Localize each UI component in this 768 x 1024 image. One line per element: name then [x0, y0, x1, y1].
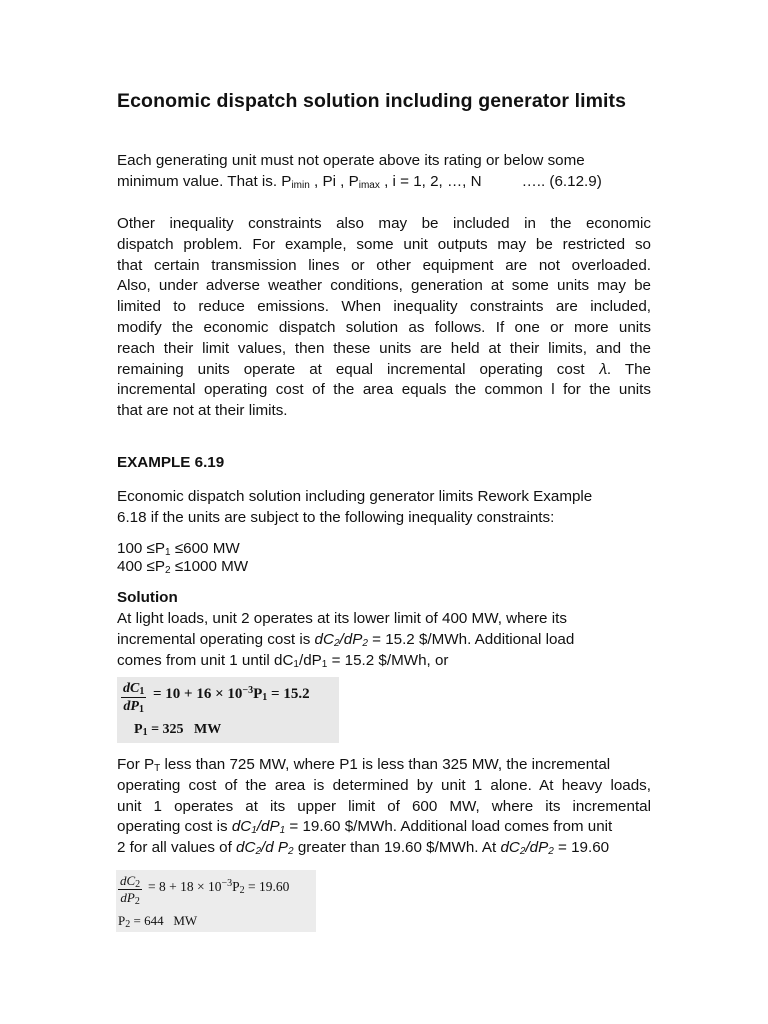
- text: dP: [120, 890, 135, 905]
- constraints-paragraph: [117, 214, 651, 422]
- subscript: T: [154, 763, 161, 774]
- para4-line-1: [117, 755, 651, 776]
- intro-text-a: minimum value. That is. P: [117, 172, 292, 190]
- text: = 19.60: [244, 879, 290, 894]
- equation-image-1: [117, 677, 339, 743]
- subscript: 2: [165, 564, 171, 576]
- text: = 644 MW: [130, 913, 198, 928]
- equation-rhs-2: [148, 879, 289, 895]
- superscript: −3: [242, 685, 254, 696]
- subscript: 2: [125, 919, 131, 930]
- subscript: 1: [262, 692, 268, 703]
- subscript: 2: [135, 879, 141, 890]
- text: dC: [500, 839, 520, 857]
- subscript: 1: [139, 686, 145, 697]
- example-line-2: 6.18 if the units are subject to the following inequality constraints:: [117, 508, 555, 526]
- subscript: 1: [279, 825, 286, 837]
- superscript: −3: [221, 878, 233, 889]
- subscript: 2: [548, 846, 554, 858]
- paragraph-line: modify the economic dispatch solution as follows. If one or more units: [117, 318, 651, 336]
- para4-line-4: [117, 817, 651, 838]
- text: = 15.2 $/MWh. Additional load: [367, 630, 575, 648]
- text: operating cost is: [117, 818, 232, 836]
- paragraph-line: reach their limit values, then these units are held at their limits, and the: [117, 339, 651, 357]
- subscript: 2: [333, 637, 340, 649]
- text: = 19.60: [553, 839, 610, 857]
- example-statement: [117, 487, 651, 529]
- text: = 10 + 16 × 10: [153, 686, 243, 702]
- subscript: 1: [142, 727, 148, 738]
- para4-line-5: [117, 838, 651, 859]
- constraint-text: ≤1000 MW: [170, 557, 249, 575]
- text: = 15.2 $/MWh, or: [327, 651, 449, 669]
- paragraph-line: that certain transmission lines or other equipment are not overloaded.: [117, 256, 651, 274]
- paragraph-line: Other inequality constraints also may be included in the economic: [117, 215, 651, 232]
- text: /d P: [261, 839, 289, 857]
- solution-heading: Solution: [117, 589, 178, 606]
- paragraph-line: remaining units operate at equal incremental operating cost 𝜆. The: [117, 360, 651, 378]
- intro-text-b: , Pi , P: [309, 172, 359, 190]
- paragraph-line: limited to reduce emissions. When inequality constraints are included,: [117, 298, 651, 316]
- text: P: [232, 879, 240, 894]
- equation-result-2: [118, 913, 197, 929]
- subscript: 1: [321, 658, 328, 670]
- text: less than 725 MW, where P1 is less than 325 MW, the incremental: [160, 756, 611, 773]
- text: = 15.2: [267, 686, 310, 702]
- text: comes from unit 1 until dC: [117, 651, 294, 669]
- paragraph-line: that are not at their limits.: [117, 402, 288, 420]
- text: /dP: [525, 839, 549, 857]
- equation-result-1: [134, 722, 221, 738]
- fraction-denominator: [121, 698, 146, 715]
- text: For P: [117, 756, 155, 773]
- text: P: [253, 686, 263, 702]
- text: P: [118, 913, 126, 928]
- solution-line-2: [117, 630, 651, 651]
- text: = 19.60 $/MWh. Additional load comes from unit: [285, 818, 613, 836]
- text: dC: [314, 630, 334, 648]
- solution-line-3: [117, 651, 651, 672]
- subscript-imin: imin: [291, 179, 310, 191]
- subscript: 1: [165, 547, 171, 558]
- fraction-numerator: [118, 873, 142, 890]
- text: /dP: [298, 651, 322, 669]
- subscript: 1: [293, 658, 299, 670]
- equation-reference: ….. (6.12.9): [521, 172, 602, 190]
- text: dC: [231, 818, 252, 836]
- page-title: Economic dispatch solution including generator limits: [117, 90, 627, 112]
- paragraph-line: dispatch problem. For example, some unit outputs may be restricted so: [117, 235, 651, 253]
- example-heading: EXAMPLE 6.19: [117, 454, 225, 471]
- intro-paragraph: [117, 151, 651, 193]
- text: /dP: [339, 630, 363, 648]
- text: dC: [120, 873, 136, 888]
- equation-rhs-1: [153, 686, 310, 703]
- para4-line-2: operating cost of the area is determined by unit 1 alone. At heavy loads,: [117, 776, 651, 794]
- inequality-constraints: [117, 540, 651, 575]
- fraction-denominator: [118, 890, 142, 906]
- intro-line-1: Each generating unit must not operate above its rating or below some: [117, 152, 585, 169]
- text: P: [134, 722, 143, 737]
- constraint-text: 400 ≤P: [117, 557, 166, 575]
- constraint-text: ≤600 MW: [170, 540, 240, 557]
- subscript: 1: [251, 825, 257, 837]
- intro-line-2: [117, 172, 651, 193]
- subscript-imax: imax: [358, 179, 380, 191]
- constraint-p1: [117, 540, 651, 558]
- text: dC: [123, 681, 140, 696]
- subscript: 2: [519, 846, 526, 858]
- fraction-numerator: [121, 680, 146, 698]
- subscript: 2: [362, 637, 368, 649]
- fraction-dc2-dp2: [118, 873, 142, 906]
- heavy-load-paragraph: [117, 755, 651, 859]
- paragraph-line: Also, under adverse weather conditions, generation at some units may be: [117, 277, 651, 295]
- solution-line-1: At light loads, unit 2 operates at its lower limit of 400 MW, where its: [117, 610, 567, 627]
- text: /dP: [256, 818, 280, 836]
- example-line-1: Economic dispatch solution including generator limits Rework Example: [117, 488, 593, 505]
- text: dP: [123, 699, 139, 714]
- text: 2 for all values of: [117, 839, 237, 857]
- text: incremental operating cost is: [117, 630, 315, 648]
- text: = 8 + 18 × 10: [148, 879, 222, 894]
- constraint-text: 100 ≤P: [117, 540, 166, 557]
- paragraph-line: incremental operating cost of the area equals the common l for the units: [117, 381, 651, 399]
- text: = 325 MW: [147, 722, 222, 737]
- subscript: 1: [138, 704, 144, 715]
- intro-text-c: , i = 1, 2, …, N: [379, 172, 482, 190]
- subscript: 2: [288, 846, 294, 858]
- para4-line-3: unit 1 operates at its upper limit of 600 MW, where its incremental: [117, 797, 651, 815]
- subscript: 2: [255, 846, 262, 858]
- constraint-p2: [117, 558, 651, 576]
- text: greater than 19.60 $/MWh. At: [293, 839, 501, 857]
- subscript: 2: [239, 885, 245, 896]
- text: dC: [236, 839, 256, 857]
- fraction-dc1-dp1: [121, 680, 146, 715]
- solution-paragraph: [117, 609, 651, 671]
- subscript: 2: [134, 896, 140, 907]
- equation-image-2: [116, 870, 316, 932]
